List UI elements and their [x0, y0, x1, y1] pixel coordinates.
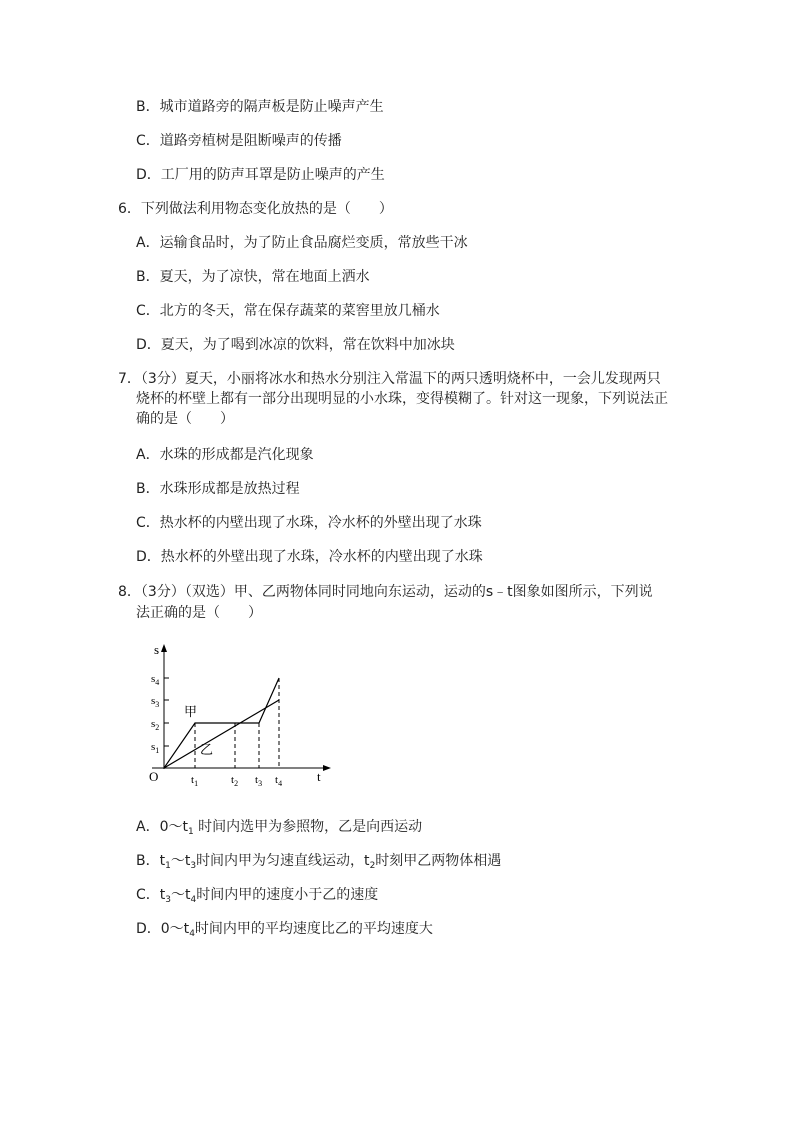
t1-label: $t_1$ — [191, 774, 199, 788]
q5-option-b: B．城市道路旁的隔声板是防止噪声产生 — [136, 99, 384, 115]
line-yi — [164, 700, 279, 768]
origin-label: O — [149, 769, 159, 784]
x-axis-arrow — [323, 765, 331, 771]
q7-option-d: D．热水杯的外壁出现了水珠，冷水杯的内壁出现了水珠 — [136, 549, 483, 565]
t4-label: $t_4$ — [275, 774, 283, 788]
q6-option-c: C．北方的冬天，常在保存蔬菜的菜窖里放几桶水 — [136, 303, 440, 319]
q5-option-c: C．道路旁植树是阻断噪声的传播 — [136, 133, 342, 149]
q8-option-b: B．$t_1\sim t_3$时间内甲为匀速直线运动，$t_2$时刻甲乙两物体相遇 — [136, 853, 502, 871]
st-graph — [142, 640, 342, 800]
q8-option-d: D．$0\sim t_4$时间内甲的平均速度比乙的平均速度大 — [136, 921, 433, 939]
axis-label-s: s — [154, 642, 160, 657]
q6-stem: 6．下列做法利用物态变化放热的是（ ） — [118, 201, 393, 217]
q7-option-c: C．热水杯的内壁出现了水珠，冷水杯的外壁出现了水珠 — [136, 515, 482, 531]
q7-stem-line3: 确的是（ ） — [136, 411, 234, 427]
line-jia — [164, 678, 279, 768]
axis-label-t: t — [317, 769, 321, 784]
q7-option-b: B．水珠形成都是放热过程 — [136, 481, 300, 497]
s4-label: $s_4$ — [151, 673, 160, 687]
t2-label: $t_2$ — [231, 774, 239, 788]
label-yi: 乙 — [200, 742, 214, 757]
q8-stem-line1: 8．（3分）（双选）甲、乙两物体同时同地向东运动，运动的s﹣t图象如图所示，下列说 — [118, 584, 653, 600]
s2-label: $s_2$ — [151, 718, 160, 732]
t3-label: $t_3$ — [255, 774, 263, 788]
q5-option-d: D．工厂用的防声耳罩是防止噪声的产生 — [136, 167, 385, 183]
y-axis-arrow — [161, 644, 167, 652]
q6-option-a: A．运输食品时，为了防止食品腐烂变质，常放些干冰 — [136, 235, 468, 251]
q6-option-d: D．夏天，为了喝到冰凉的饮料，常在饮料中加冰块 — [136, 337, 455, 353]
label-jia: 甲 — [184, 704, 198, 719]
q8-option-c: C．$t_3\sim t_4$时间内甲的速度小于乙的速度 — [136, 887, 379, 905]
s3-label: $s_3$ — [151, 695, 160, 709]
s1-label: $s_1$ — [151, 741, 160, 755]
q7-option-a: A．水珠的形成都是汽化现象 — [136, 447, 314, 463]
q8-option-a: A．$0\sim t_1$ 时间内选甲为参照物，乙是向西运动 — [136, 819, 423, 837]
q7-stem-line1: 7．（3分）夏天，小丽将冰水和热水分别注入常温下的两只透明烧杯中，一会儿发现两只 — [118, 371, 661, 387]
q6-option-b: B．夏天，为了凉快，常在地面上洒水 — [136, 269, 370, 285]
q8-stem-line2: 法正确的是（ ） — [136, 605, 262, 621]
q7-stem-line2: 烧杯的杯壁上都有一部分出现明显的小水珠，变得模糊了。针对这一现象，下列说法正 — [136, 391, 668, 407]
